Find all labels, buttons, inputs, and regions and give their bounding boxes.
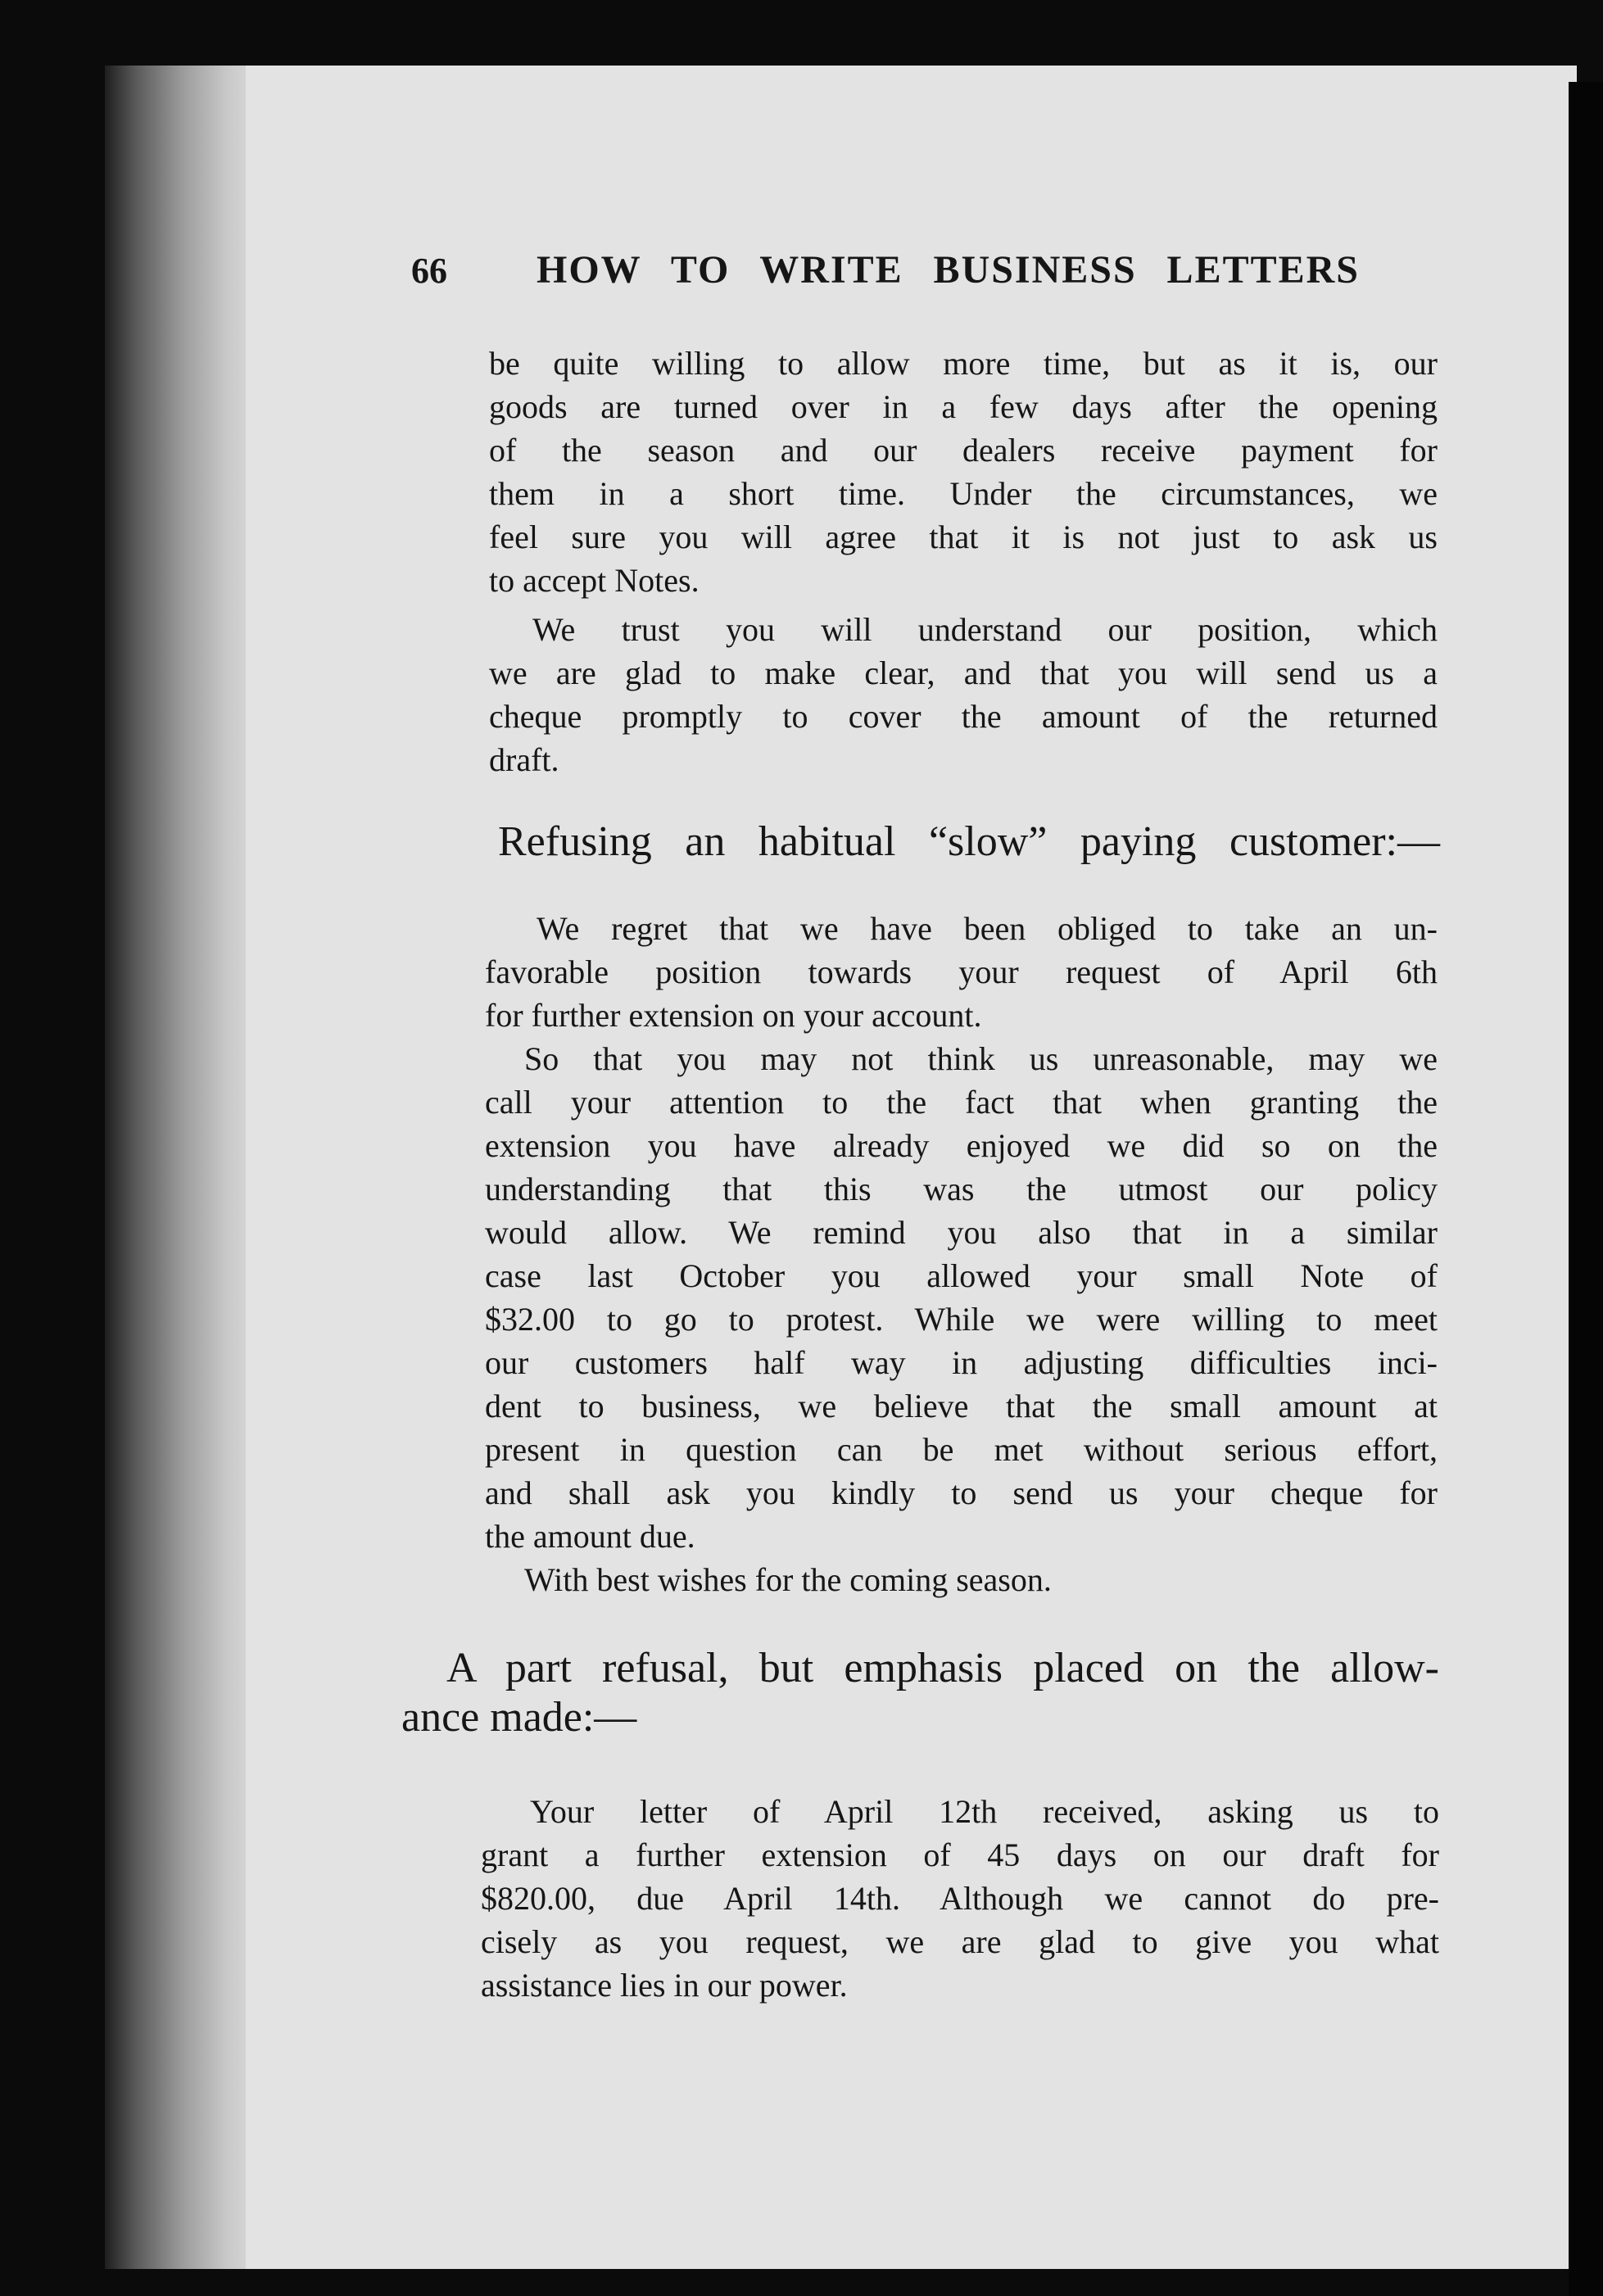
section-heading: ance made:— <box>401 1694 637 1741</box>
text-line: goods are turned over in a few days after the opening <box>489 388 1438 425</box>
text-line: present in question can be met without serious effort, <box>485 1431 1438 1468</box>
text-line: draft. <box>489 741 559 778</box>
text-line: to accept Notes. <box>489 562 700 599</box>
text-line: the amount due. <box>485 1518 695 1555</box>
text-line: and shall ask you kindly to send us your cheque for <box>485 1474 1438 1511</box>
section-heading: A part refusal, but emphasis placed on the allow- <box>446 1645 1439 1691</box>
text-line: for further extension on your account. <box>485 997 982 1034</box>
text-line: $820.00, due April 14th. Although we cannot do pre- <box>481 1880 1439 1917</box>
text-line: extension you have already enjoyed we did so on the <box>485 1127 1438 1164</box>
binding-shadow <box>105 66 260 2269</box>
text-line: feel sure you will agree that it is not just to ask us <box>489 519 1438 555</box>
text-line: cheque promptly to cover the amount of the returned <box>489 698 1438 735</box>
text-line: case last October you allowed your small Note of <box>485 1257 1438 1294</box>
page-edge <box>1569 82 1603 2296</box>
page-number: 66 <box>411 251 447 291</box>
running-title: HOW TO WRITE BUSINESS LETTERS <box>537 248 1360 292</box>
text-line: assistance lies in our power. <box>481 1967 848 2004</box>
text-line: Your letter of April 12th received, asking us to <box>530 1793 1439 1830</box>
text-line: We regret that we have been obliged to take an un- <box>537 910 1438 947</box>
text-line: would allow. We remind you also that in a similar <box>485 1214 1438 1251</box>
text-line: our customers half way in adjusting difficulties inci- <box>485 1344 1438 1381</box>
text-line: With best wishes for the coming season. <box>524 1561 1052 1598</box>
text-line: $32.00 to go to protest. While we were willing to meet <box>485 1301 1438 1338</box>
text-line: favorable position towards your request of April 6th <box>485 953 1438 990</box>
section-heading: Refusing an habitual “slow” paying customer:— <box>498 818 1440 865</box>
text-line: grant a further extension of 45 days on our draft for <box>481 1836 1439 1873</box>
text-line: call your attention to the fact that when granting the <box>485 1084 1438 1121</box>
text-line: them in a short time. Under the circumstances, we <box>489 475 1438 512</box>
text-line: understanding that this was the utmost our policy <box>485 1171 1438 1207</box>
text-line: We trust you will understand our position, which <box>532 611 1438 648</box>
text-line: cisely as you request, we are glad to give you what <box>481 1923 1439 1960</box>
text-line: So that you may not think us unreasonable, may we <box>524 1040 1438 1077</box>
text-line: be quite willing to allow more time, but as it is, our <box>489 345 1438 382</box>
text-line: of the season and our dealers receive payment for <box>489 432 1438 469</box>
text-line: we are glad to make clear, and that you will send us a <box>489 654 1438 691</box>
text-line: dent to business, we believe that the small amount at <box>485 1388 1438 1424</box>
